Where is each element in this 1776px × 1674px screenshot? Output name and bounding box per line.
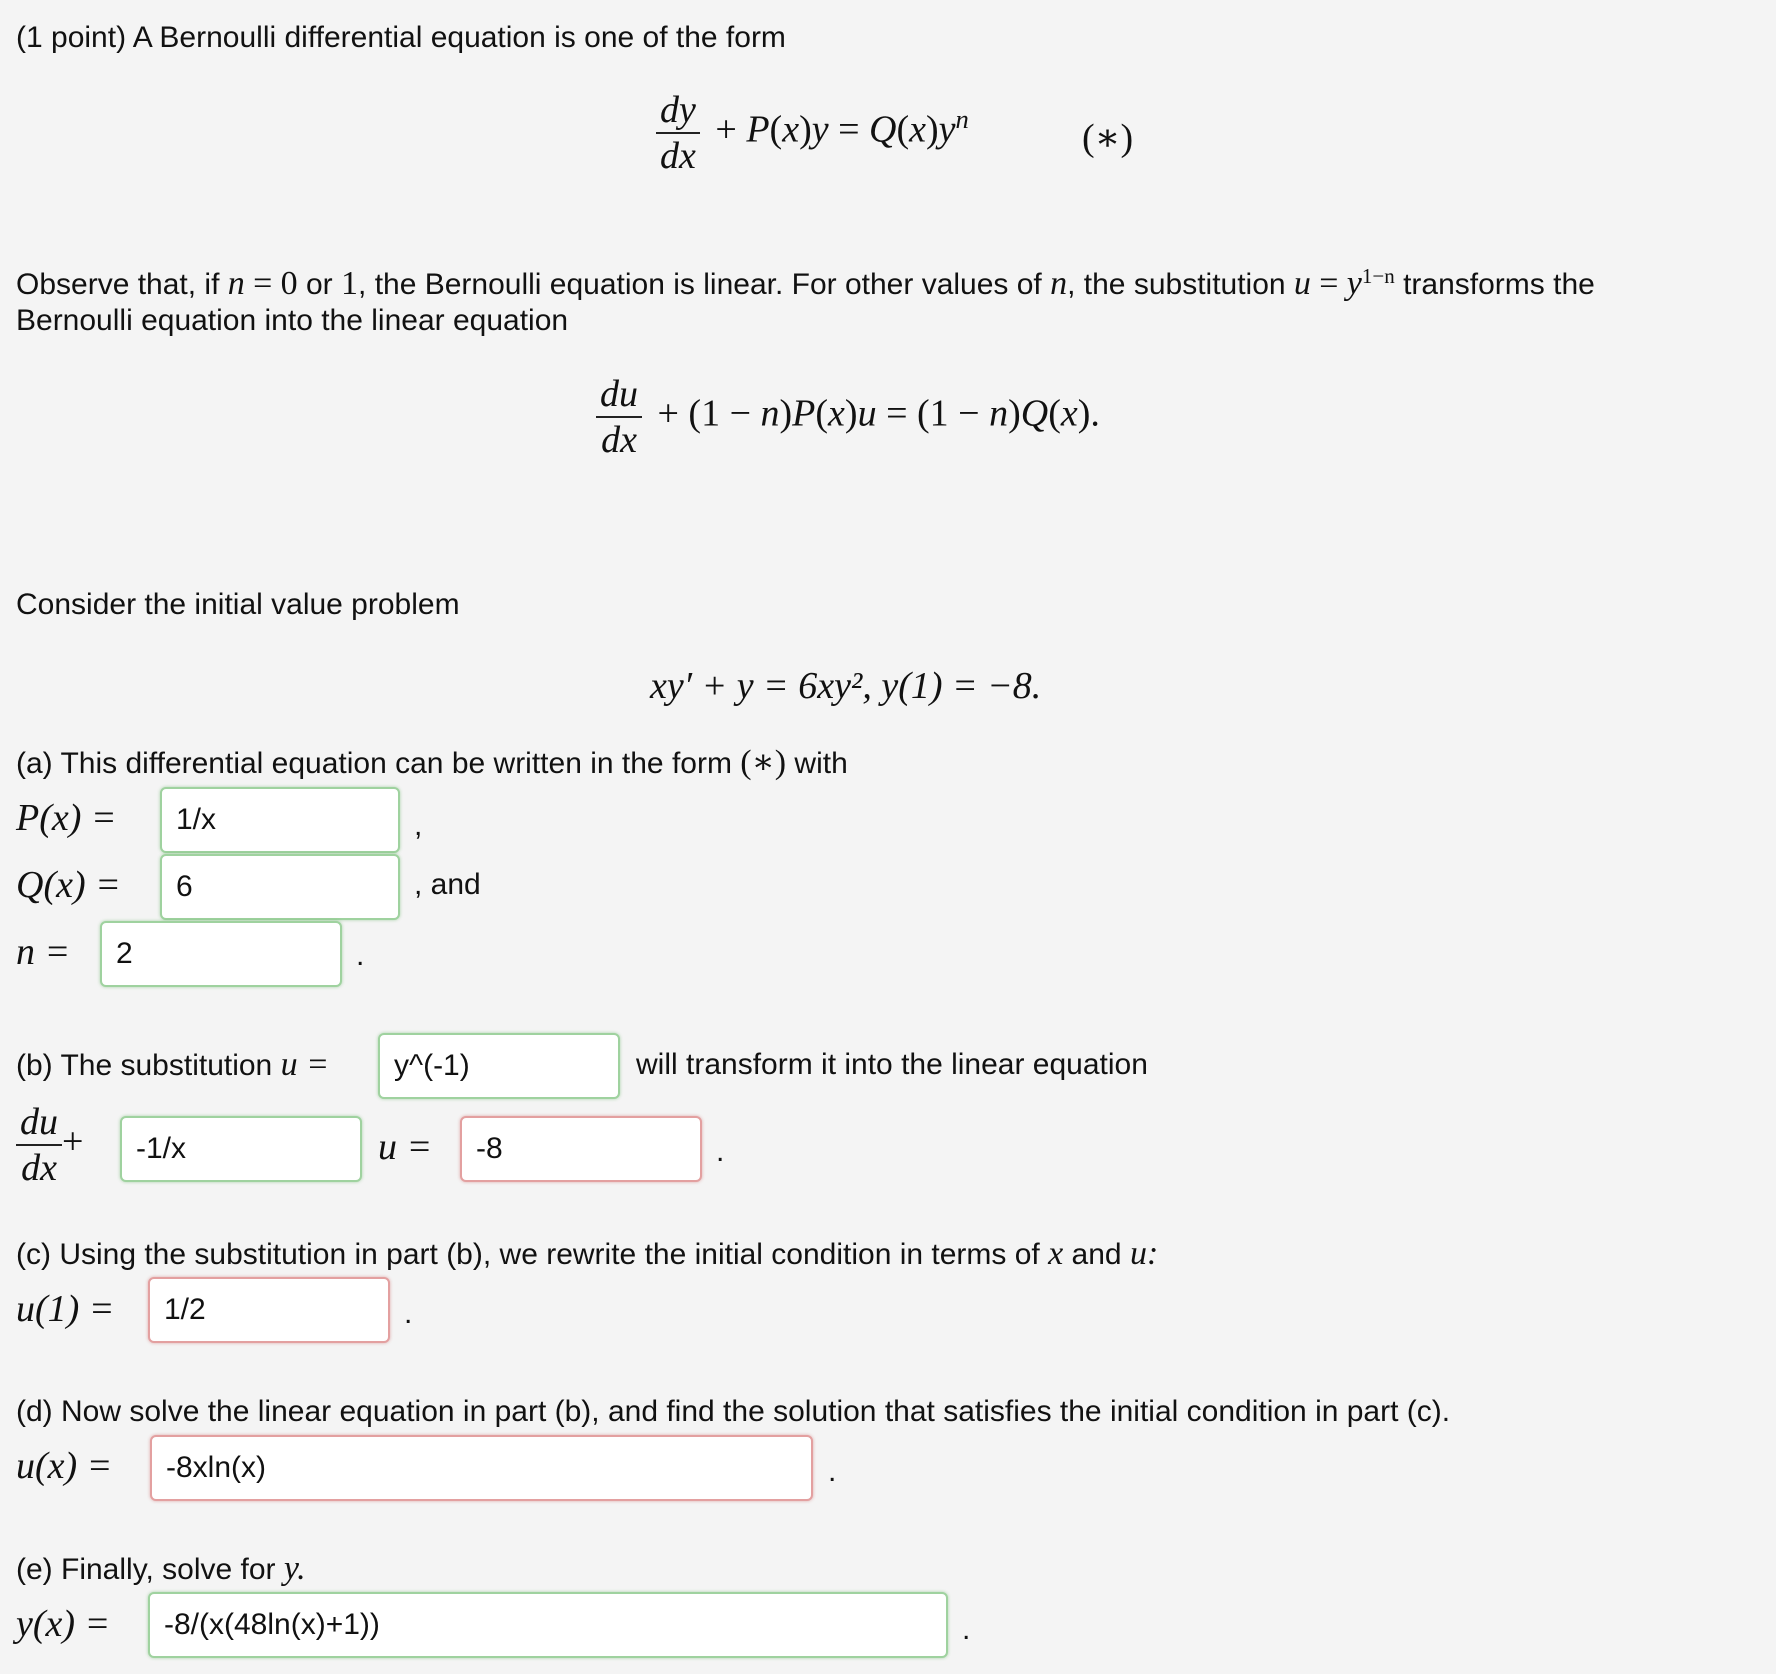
ivp-equation: xy′ + y = 6xy², y(1) = −8. [650,665,1042,707]
part-b-after: will transform it into the linear equation [636,1048,1148,1081]
u-equals-label: u = [378,1126,433,1168]
and-text: , and [414,868,481,901]
ux-label: u(x) = [16,1445,113,1487]
n-label: n = [16,931,71,973]
initial-condition-answer-input[interactable] [148,1277,390,1343]
u1-label: u(1) = [16,1288,115,1330]
q-answer-input[interactable] [160,854,400,920]
observe-line-1: Observe that, if n = 0 or 1, the Bernoulli equation is linear. For other values of n, the substitution $u = y^{1-n}$ transforms the [16,264,1595,302]
part-a-text: (a) This differential equation can be written in the form (∗) with [16,744,848,781]
part-e-text: (e) Finally, solve for y. [16,1550,306,1587]
y-solution-answer-input[interactable] [148,1592,948,1658]
n-answer-input[interactable] [100,921,342,987]
consider-text: Consider the initial value problem [16,588,460,621]
p-answer-input[interactable] [160,787,400,853]
bernoulli-equation: $\frac{dy}{dx}$ + $P(x)y = Q(x)y^n$ [650,88,969,178]
q-label: Q(x) = [16,864,121,906]
b-period: . [716,1135,725,1168]
intro-text: (1 point) A Bernoulli differential equation is one of the form [16,21,786,54]
rhs-answer-input[interactable] [460,1116,702,1182]
part-b-text: (b) The substitution u = [16,1046,330,1083]
e-period: . [962,1613,971,1646]
n-period: . [356,939,365,972]
part-d-text: (d) Now solve the linear equation in part (b), and find the solution that satisfies the initial condition in part (c). [16,1395,1451,1428]
p-label: P(x) = [16,797,117,839]
star-label: (∗) [1082,117,1134,159]
part-c-text: (c) Using the substitution in part (b), we rewrite the initial condition in terms of x and u: [16,1235,1159,1272]
coefficient-answer-input[interactable] [120,1116,362,1182]
p-comma: , [414,809,423,842]
substitution-answer-input[interactable] [378,1033,620,1099]
u-solution-answer-input[interactable] [150,1435,813,1501]
linear-equation: $\frac{du}{dx}$ + (1 − n)P(x)u = (1 − n)Q(x). [590,372,1100,462]
d-period: . [828,1455,837,1488]
observe-line-2: Bernoulli equation into the linear equation [16,304,569,337]
du-dx-fraction: $\frac{du}{dx}$ + [16,1100,83,1190]
c-period: . [404,1297,413,1330]
yx-label: y(x) = [16,1603,111,1645]
